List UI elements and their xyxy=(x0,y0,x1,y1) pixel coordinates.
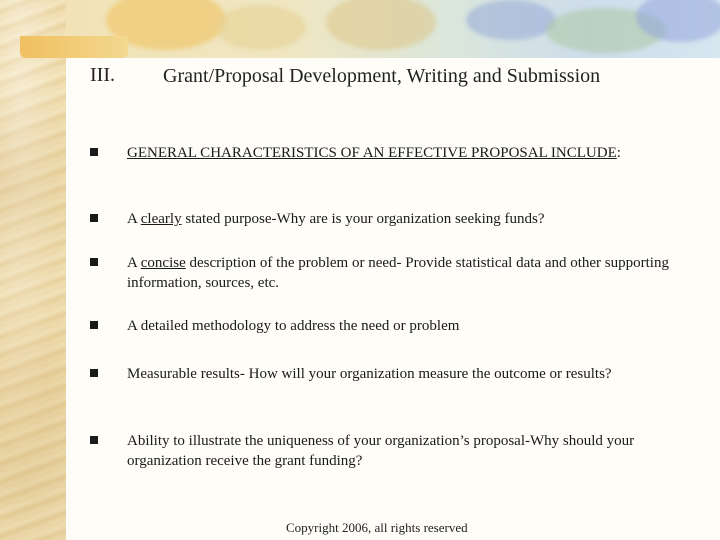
bullet-text-part: A xyxy=(127,255,141,271)
square-bullet-icon xyxy=(90,258,98,266)
bullet-text-part: GENERAL CHARACTERISTICS OF AN EFFECTIVE PROPOSAL INCLUDE xyxy=(127,145,617,161)
bullet-text-part: concise xyxy=(140,255,186,271)
bullet-text-part: clearly xyxy=(140,211,182,227)
bullet-text-part: A detailed methodology to address the need or problem xyxy=(127,318,460,334)
square-bullet-icon xyxy=(90,214,98,222)
square-bullet-icon xyxy=(90,436,98,444)
square-bullet-icon xyxy=(90,369,98,377)
section-number: III. xyxy=(90,64,115,86)
slide-title: Grant/Proposal Development, Writing and Submission xyxy=(163,65,601,87)
bullet-text-part: stated purpose-Why are is your organization seeking funds? xyxy=(181,211,545,227)
bullet-text-part: description of the problem or need- Provide statistical data and other supporting information, sources, etc. xyxy=(127,255,669,291)
bullet-text xyxy=(127,143,697,163)
bullet-text xyxy=(127,364,697,384)
copyright-footer: Copyright 2006, all rights reserved xyxy=(286,520,468,535)
bullet-text-part: A xyxy=(127,211,141,227)
bullet-text-part: Measurable results- How will your organization measure the outcome or results? xyxy=(127,366,612,382)
bullet-text-part: Ability to illustrate the uniqueness of your organization’s proposal-Why should your organization receive the grant funding? xyxy=(127,433,635,469)
square-bullet-icon xyxy=(90,321,98,329)
bullet-text xyxy=(127,316,697,336)
square-bullet-icon xyxy=(90,148,98,156)
bullet-text xyxy=(127,431,697,471)
bullet-text xyxy=(127,209,697,229)
bullet-text-part: : xyxy=(616,145,621,161)
bullet-text xyxy=(127,253,697,293)
